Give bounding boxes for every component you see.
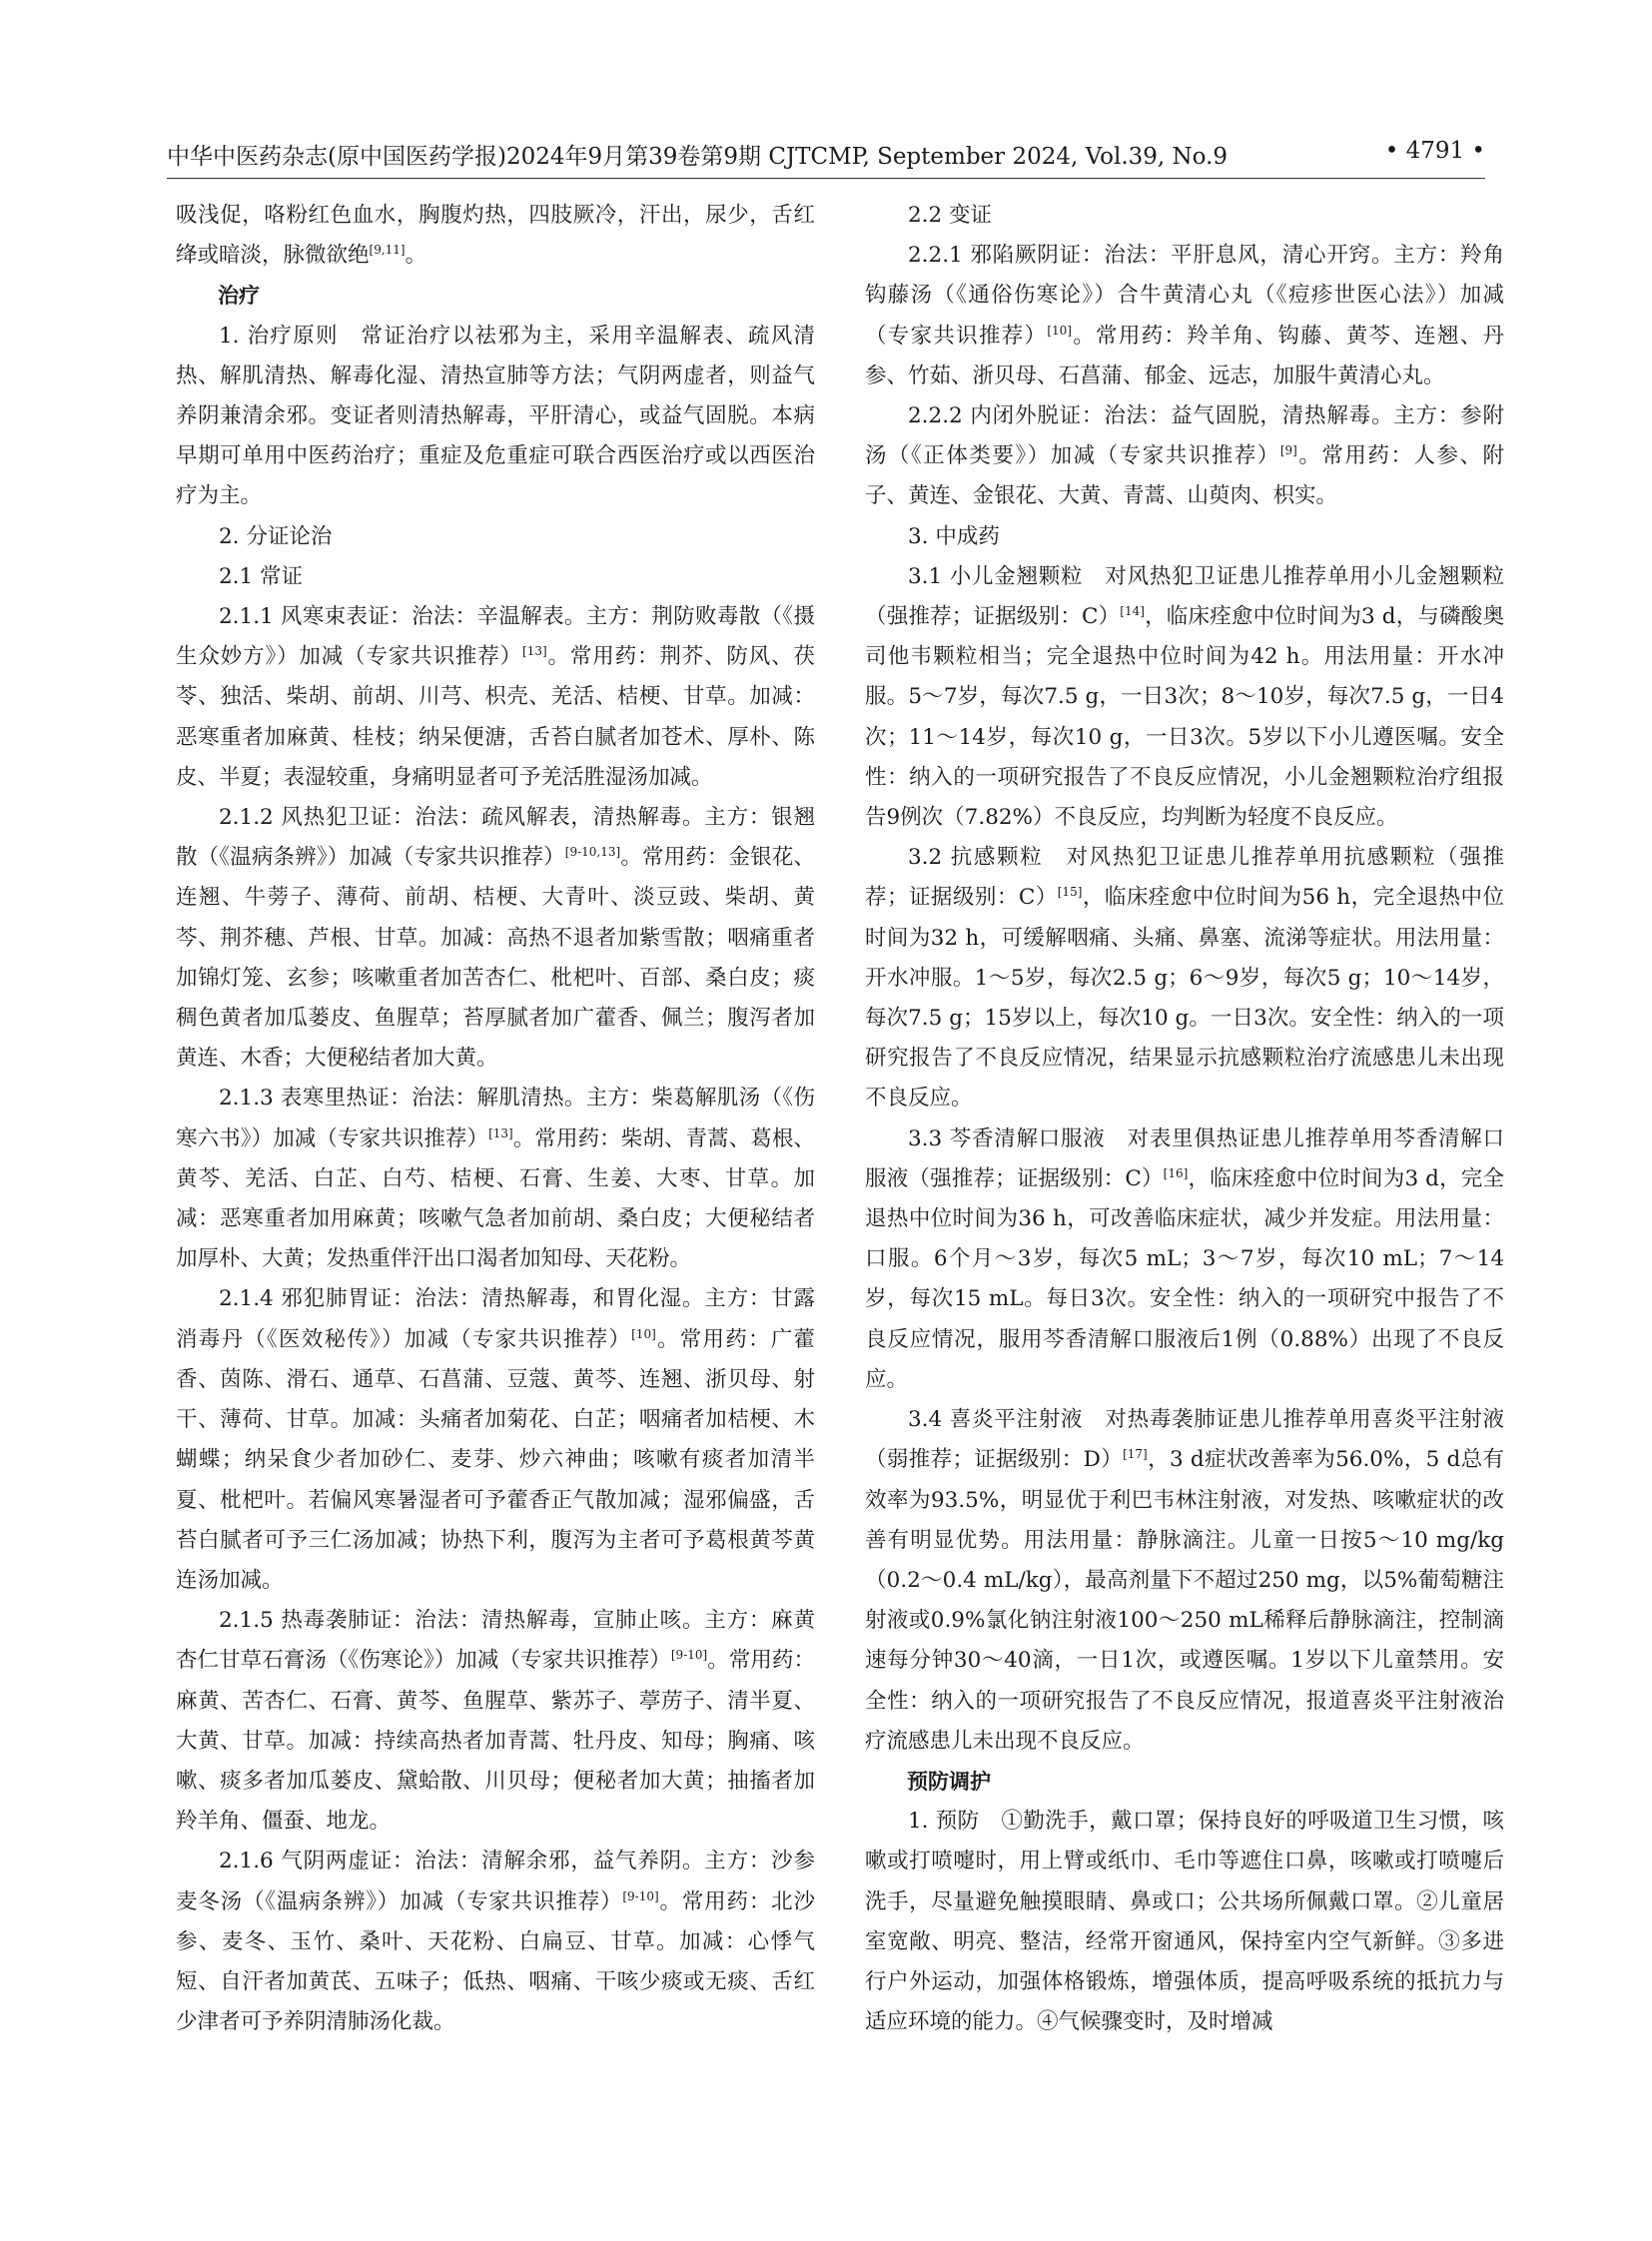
- citation-ref: [9-10]: [670, 1648, 708, 1663]
- paragraph-text: 2.1.3 表寒里热证：治法：解肌清热。主方：柴葛解肌汤（《伤寒六书》）加减（专家共识推荐）: [176, 1086, 815, 1151]
- paragraph-text: 2.1.2 风热犯卫证：治法：疏风解表，清热解毒。主方：银翘散（《温病条辨》）加减（专家共识推荐）: [176, 805, 815, 871]
- paragraph: [865, 1802, 1504, 2042]
- paragraph-text: 。常用药：北沙参、麦冬、玉竹、桑叶、天花粉、白扁豆、甘草。加减：心悸气短、自汗者加黄芪、五味子；低热、咽痛、干咳少痰或无痰、舌红少津者可予养阴清肺汤化裁。: [176, 1888, 815, 2035]
- paragraph-text: 2.1 常证: [219, 563, 304, 589]
- right-column: [865, 196, 1504, 2042]
- citation-ref: [9,11]: [369, 243, 406, 258]
- paragraph-text: 3.3 芩香清解口服液 对表里俱热证患儿推荐单用芩香清解口服液（强推荐；证据级别：C）: [865, 1125, 1504, 1191]
- paragraph: [176, 1279, 815, 1601]
- left-column: [176, 196, 815, 2042]
- citation-ref: [9]: [1279, 443, 1297, 458]
- citation-ref: [13]: [522, 644, 547, 659]
- paragraph-text: 2.1.1 风寒束表证：治法：辛温解表。主方：荆防败毒散（《摄生众妙方》）加减（专家共识推荐）: [176, 604, 815, 670]
- paragraph: [865, 236, 1504, 396]
- paragraph-text: 。常用药：麻黄、苦杏仁、石膏、黄芩、鱼腥草、紫苏子、葶苈子、清半夏、大黄、甘草。加减：持续高热者加青蒿、牡丹皮、知母；胸痛、咳嗽、痰多者加瓜蒌皮、黛蛤散、川贝母；便秘者加大黄；抽搐者加羚羊角、僵蚕、地龙。: [176, 1648, 815, 1835]
- paragraph-text: 治疗: [218, 284, 260, 309]
- paragraph: [176, 798, 815, 1079]
- paragraph-text: 2.1.5 热毒袭肺证：治法：清热解毒，宣肺止咳。主方：麻黄杏仁甘草石膏汤（《伤寒论》）加减（专家共识推荐）: [176, 1608, 815, 1674]
- page-number: • 4791 •: [1384, 138, 1485, 164]
- paragraph-text: 吸浅促，咯粉红色血水，胸腹灼热，四肢厥冷，汗出，尿少，舌红绛或暗淡，脉微欲绝: [176, 203, 815, 269]
- journal-citation: 中华中医药杂志(原中国医药学报)2024年9月第39卷第9期 CJTCMP, September 2024, Vol.39, No.9: [167, 144, 1229, 170]
- paragraph-text: 。常用药：羚羊角、钩藤、黄芩、连翘、丹参、竹茹、浙贝母、石菖蒲、郁金、远志，加服牛黄清心丸。: [865, 323, 1504, 388]
- paragraph-text: 。: [405, 243, 427, 269]
- citation-ref: [13]: [488, 1125, 513, 1140]
- paragraph-text: 预防调护: [907, 1769, 991, 1794]
- paragraph-text: ，3 d症状改善率为56.0%，5 d总有效率为93.5%，明显优于利巴韦林注射液，对发热、咳嗽症状的改善有明显优势。用法用量：静脉滴注。儿童一日按5～10 mg/kg（0.2～0.4 mL/kg），最高剂量下不超过250 mg，以5%葡萄糖注射液或0.9%氯化钠注射液100～250 mL稀释后静脉滴注，控制滴速每分钟30～40滴，一日1次，或遵医嘱。1岁以下儿童禁用。安全性：纳入的一项研究报告了不良反应情况，报道喜炎平注射液治疗流感患儿未出现不良反应。: [865, 1447, 1504, 1754]
- running-header: [167, 128, 1485, 179]
- section-heading: [865, 1762, 1504, 1802]
- paragraph: [865, 196, 1504, 236]
- paragraph-text: 2. 分证论治: [219, 523, 333, 549]
- citation-ref: [10]: [1047, 323, 1072, 338]
- paragraph: [865, 838, 1504, 1119]
- paragraph-text: 3.1 小儿金翘颗粒 对风热犯卫证患儿推荐单用小儿金翘颗粒（强推荐；证据级别：C）: [865, 563, 1504, 630]
- paragraph-text: ，临床痊愈中位时间为3 d，与磷酸奥司他韦颗粒相当；完全退热中位时间为42 h。用法用量：开水冲服。5～7岁，每次7.5 g，一日3次；8～10岁，每次7.5 g，一日4次；11～14岁，每次10 g，一日3次。5岁以下小儿遵医嘱。安全性：纳入的一项研究报告了不良反应情况，小儿金翘颗粒治疗组报告9例次（7.82%）不良反应，均判断为轻度不良反应。: [865, 604, 1505, 831]
- paragraph: [176, 517, 815, 557]
- paragraph-text: 3.2 抗感颗粒 对风热犯卫证患儿推荐单用抗感颗粒（强推荐；证据级别：C）: [865, 845, 1504, 911]
- paragraph: [865, 557, 1504, 838]
- paragraph: [176, 1079, 815, 1279]
- paragraph: [176, 196, 815, 276]
- paragraph-text: ，临床痊愈中位时间为3 d，完全退热中位时间为36 h，可改善临床症状，减少并发症。用法用量：口服。6个月～3岁，每次5 mL；3～7岁，每次10 mL；7～14岁，每次15 mL。每日3次。安全性：纳入的一项研究中报告了不良反应情况，服用芩香清解口服液后1例（0.88%）出现了不良反应。: [865, 1165, 1504, 1392]
- paragraph: [176, 1842, 815, 2042]
- citation-ref: [9-10,13]: [564, 845, 621, 860]
- paragraph-text: 。常用药：荆芥、防风、茯苓、独活、柴胡、前胡、川芎、枳壳、羌活、桔梗、甘草。加减：恶寒重者加麻黄、桂枝；纳呆便溏，舌苔白腻者加苍术、厚朴、陈皮、半夏；表湿较重，身痛明显者可予羌活胜湿汤加减。: [176, 644, 815, 790]
- paragraph-text: 2.2.2 内闭外脱证：治法：益气固脱，清热解毒。主方：参附汤（《正体类要》）加减（专家共识推荐）: [865, 403, 1504, 469]
- paragraph: [176, 317, 815, 517]
- paragraph-text: 1. 治疗原则 常证治疗以祛邪为主，采用辛温解表、疏风清热、解肌清热、解毒化湿、清热宣肺等方法；气阴两虚者，则益气养阴兼清余邪。变证者则清热解毒，平肝清心，或益气固脱。本病早期可单用中医药治疗；重症及危重症可联合西医治疗或以西医治疗为主。: [176, 323, 815, 509]
- paragraph-text: 2.2 变证: [908, 203, 993, 228]
- citation-ref: [15]: [1057, 885, 1083, 900]
- paragraph-text: 2.2.1 邪陷厥阴证：治法：平肝息风，清心开窍。主方：羚角钩藤汤（《通俗伤寒论》）合牛黄清心丸（《痘疹世医心法》）加减（专家共识推荐）: [865, 243, 1504, 349]
- paragraph: [865, 396, 1504, 517]
- paragraph-text: 3.4 喜炎平注射液 对热毒袭肺证患儿推荐单用喜炎平注射液（弱推荐；证据级别：D）: [865, 1407, 1504, 1473]
- paragraph-text: 1. 预防 ①勤洗手，戴口罩；保持良好的呼吸道卫生习惯，咳嗽或打喷嚏时，用上臂或纸巾、毛巾等遮住口鼻，咳嗽或打喷嚏后洗手，尽量避免触摸眼睛、鼻或口；公共场所佩戴口罩。②儿童居室宽敞、明亮、整洁，经常开窗通风，保持室内空气新鲜。③多进行户外运动，加强体格锻炼，增强体质，提高呼吸系统的抵抗力与适应环境的能力。④气候骤变时，及时增减: [865, 1809, 1504, 2035]
- citation-ref: [14]: [1120, 603, 1145, 618]
- paragraph-text: 。常用药：广藿香、茵陈、滑石、通草、石菖蒲、豆蔻、黄芩、连翘、浙贝母、射干、薄荷、甘草。加减：头痛者加菊花、白芷；咽痛者加桔梗、木蝴蝶；纳呆食少者加砂仁、麦芽、炒六神曲；咳嗽有痰者加清半夏、枇杷叶。若偏风寒暑湿者可予藿香正气散加减；湿邪偏盛，舌苔白腻者可予三仁汤加减；协热下利，腹泻为主者可予葛根黄芩黄连汤加减。: [176, 1326, 815, 1593]
- citation-ref: [17]: [1123, 1447, 1148, 1462]
- citation-ref: [9-10]: [622, 1888, 659, 1903]
- paragraph: [176, 1601, 815, 1842]
- paragraph-text: ，临床痊愈中位时间为56 h，完全退热中位时间为32 h，可缓解咽痛、头痛、鼻塞、流涕等症状。用法用量：开水冲服。1～5岁，每次2.5 g；6～9岁，每次5 g；10～14岁，每次7.5 g；15岁以上，每次10 g。一日3次。安全性：纳入的一项研究报告了不良反应情况，结果显示抗感颗粒治疗流感患儿未出现不良反应。: [865, 885, 1504, 1112]
- citation-ref: [10]: [631, 1326, 656, 1341]
- citation-ref: [16]: [1163, 1165, 1189, 1180]
- paragraph-text: 2.1.6 气阴两虚证：治法：清解余邪，益气养阴。主方：沙参麦冬汤（《温病条辨》）加减（专家共识推荐）: [176, 1849, 815, 1914]
- paragraph: [865, 1400, 1504, 1762]
- section-heading: [176, 276, 815, 316]
- paragraph-text: 3. 中成药: [908, 523, 1000, 549]
- paragraph: [176, 597, 815, 798]
- paragraph-text: 2.1.4 邪犯肺胃证：治法：清热解毒，和胃化湿。主方：甘露消毒丹（《医效秘传》）加减（专家共识推荐）: [176, 1286, 815, 1352]
- paragraph-text: 。常用药：柴胡、青蒿、葛根、黄芩、羌活、白芷、白芍、桔梗、石膏、生姜、大枣、甘草。加减：恶寒重者加用麻黄；咳嗽气急者加前胡、桑白皮；大便秘结者加厚朴、大黄；发热重伴汗出口渴者加知母、天花粉。: [176, 1125, 815, 1272]
- paragraph: [176, 557, 815, 597]
- paragraph-text: 。常用药：人参、附子、黄连、金银花、大黄、青蒿、山萸肉、枳实。: [865, 443, 1504, 509]
- paragraph: [865, 1120, 1504, 1400]
- paragraph-text: 。常用药：金银花、连翘、牛蒡子、薄荷、前胡、桔梗、大青叶、淡豆豉、柴胡、黄芩、荆芥穗、芦根、甘草。加减：高热不退者加紫雪散；咽痛重者加锦灯笼、玄参；咳嗽重者加苦杏仁、枇杷叶、百部、桑白皮；痰稠色黄者加瓜蒌皮、鱼腥草；苔厚腻者加广藿香、佩兰；腹泻者加黄连、木香；大便秘结者加大黄。: [176, 845, 815, 1072]
- paragraph: [865, 517, 1504, 557]
